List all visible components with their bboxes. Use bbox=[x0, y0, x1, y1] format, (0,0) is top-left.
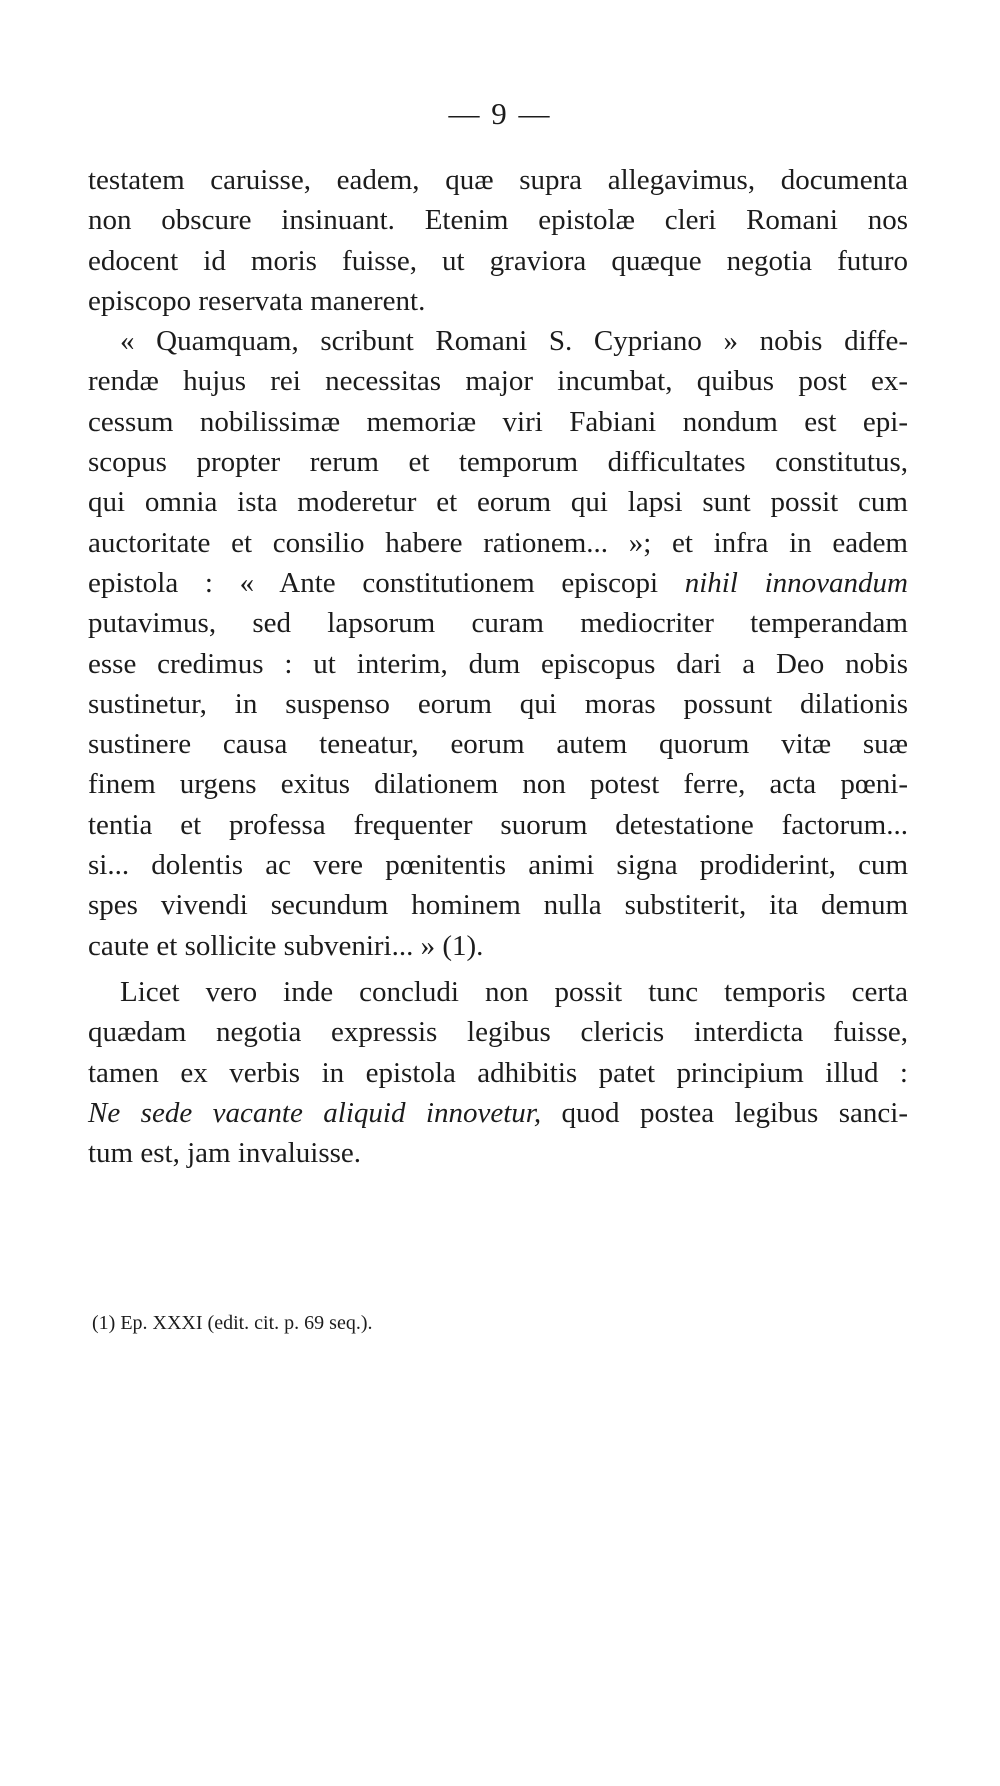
text-line: « Quamquam, scribunt Romani S. Cypriano » nobis diffe- bbox=[120, 325, 908, 358]
text-segment: quod postea legibus sanci- bbox=[541, 1096, 908, 1129]
text-line: finem urgens exitus dilationem non potest ferre, acta pœni- bbox=[88, 768, 908, 801]
text-line: putavimus, sed lapsorum curam mediocriter temperandam bbox=[88, 607, 908, 640]
text-line: rendæ hujus rei necessitas major incumbat, quibus post ex- bbox=[88, 365, 908, 398]
text-line: auctoritate et consilio habere rationem... »; et infra in eadem bbox=[88, 526, 908, 559]
text-line: tamen ex verbis in epistola adhibitis patet principium illud : bbox=[88, 1056, 908, 1089]
text-line: sustinere causa teneatur, eorum autem quorum vitæ suæ bbox=[88, 728, 908, 761]
text-line: spes vivendi secundum hominem nulla substiterit, ita demum bbox=[88, 889, 908, 922]
text-line: edocent id moris fuisse, ut graviora quæque negotia futuro bbox=[88, 244, 908, 277]
text-line: scopus propter rerum et temporum difficultates constitutus, bbox=[88, 446, 908, 479]
text-line: cessum nobilissimæ memoriæ viri Fabiani nondum est epi- bbox=[88, 405, 908, 438]
text-line bbox=[88, 1093, 908, 1133]
text-line: testatem caruisse, eadem, quæ supra allegavimus, documenta bbox=[88, 164, 908, 196]
text-line: tentia et professa frequenter suorum detestatione factorum... bbox=[88, 808, 908, 841]
text-line bbox=[88, 563, 908, 603]
text-line: quædam negotia expressis legibus clericis interdicta fuisse, bbox=[88, 1016, 908, 1049]
body-text bbox=[88, 160, 908, 1173]
page-number: — 9 — bbox=[448, 96, 552, 131]
text-line: esse credimus : ut interim, dum episcopus dari a Deo nobis bbox=[88, 647, 908, 680]
text-segment: epistola : « Ante constitutionem episcopi bbox=[88, 566, 685, 599]
italic-phrase: Ne sede vacante aliquid innovetur, bbox=[88, 1096, 542, 1129]
text-line: si... dolentis ac vere pœnitentis animi signa prodiderint, cum bbox=[88, 849, 908, 882]
text-line: caute et sollicite subveniri... » (1). bbox=[88, 929, 484, 962]
text-line: qui omnia ista moderetur et eorum qui lapsi sunt possit cum bbox=[88, 486, 908, 519]
text-line: sustinetur, in suspenso eorum qui moras possunt dilationis bbox=[88, 687, 908, 720]
text-line: Licet vero inde concludi non possit tunc temporis certa bbox=[120, 975, 908, 1008]
text-line: non obscure insinuant. Etenim epistolæ cleri Romani nos bbox=[88, 204, 908, 237]
text-line: episcopo reservata manerent. bbox=[88, 284, 426, 317]
text-line: tum est, jam invaluisse. bbox=[88, 1137, 362, 1170]
footnote: (1) Ep. XXXI (edit. cit. p. 69 seq.). bbox=[92, 1312, 373, 1334]
italic-phrase: nihil innovandum bbox=[684, 566, 908, 599]
